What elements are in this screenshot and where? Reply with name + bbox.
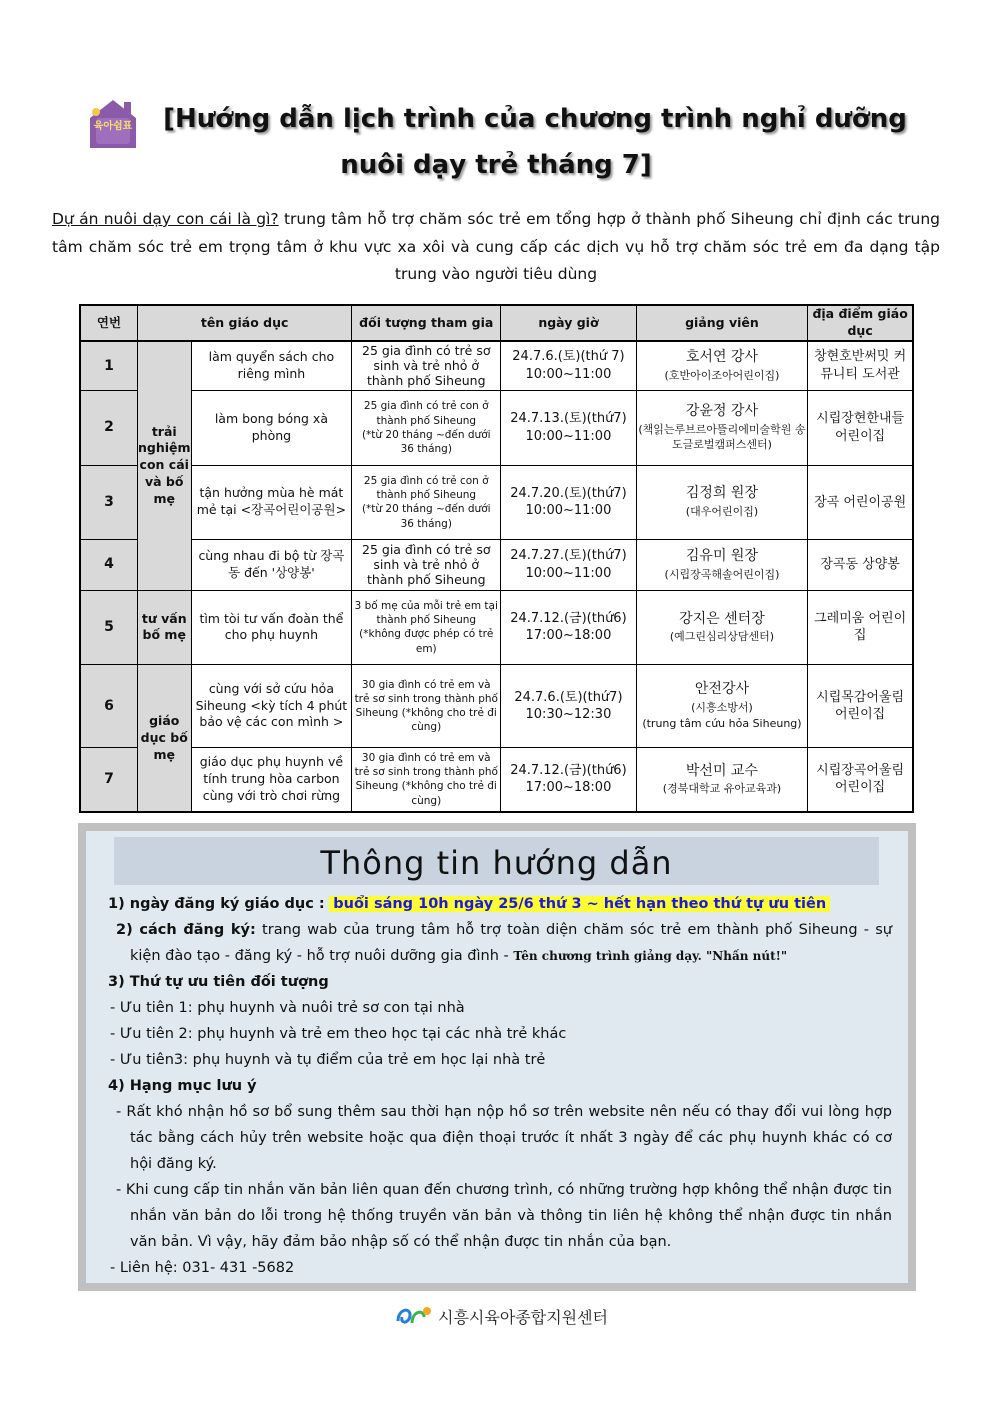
category-education: giáo dục bố mẹ [137, 665, 191, 812]
date-time [501, 590, 636, 665]
instructor [636, 465, 808, 540]
target-group: 25 gia đình có trẻ sơ sinh và trẻ nhỏ ở thành phố Siheung [352, 540, 501, 590]
target-group: 25 gia đình có trẻ sơ sinh và trẻ nhỏ ở thành phố Siheung [352, 341, 501, 390]
course-name: làm quyển sách cho riêng mình [191, 341, 352, 390]
instructor-name: 박선미 교수 [685, 762, 758, 779]
date-time [501, 747, 636, 812]
target-group [352, 465, 501, 540]
target-group [352, 390, 501, 465]
table-row [80, 665, 913, 748]
table-row [80, 390, 913, 465]
date: 24.7.6.(토)(thứ7) [514, 689, 623, 705]
item2-tail: Tên chương trình giảng dạy. "Nhấn nút!" [513, 949, 788, 963]
info-item-4-label: 4) Hạng mục lưu ý [108, 1078, 257, 1094]
instructor-name: 김정희 원장 [685, 485, 758, 502]
instructor [636, 540, 808, 590]
time: 10:00~11:00 [525, 565, 612, 581]
instructor-affiliation: (대우어린이집) [685, 505, 759, 519]
target-text: 25 gia đình có trẻ con ở thành phố Siheung [363, 475, 489, 502]
target-group: 30 gia đình có trẻ em và trẻ sơ sinh trong thành phố Siheung (*không cho trẻ đi cùng) [352, 747, 501, 812]
col-header-date: ngày giờ [501, 305, 636, 341]
place: 시립목감어울림 어린이집 [808, 665, 913, 748]
row-number: 2 [80, 390, 137, 465]
table-row [80, 341, 913, 390]
instructor [636, 590, 808, 665]
info-item-1 [108, 891, 892, 917]
date-time [501, 465, 636, 540]
place: 시립장곡어울림 어린이집 [808, 747, 913, 812]
item1-highlight: buổi sáng 10h ngày 25/6 thứ 3 ~ hết hạn theo thứ tự ưu tiên [329, 896, 830, 912]
place: 창현호반써밋 커뮤니티 도서관 [808, 341, 913, 390]
date: 24.7.13.(토)(thứ7) [510, 411, 627, 427]
note-item: - Khi cung cấp tin nhắn văn bản liên quan đến chương trình, có những trường hợp không thể nhận được tin nhắn văn bản do lỗi trong hệ thống truyền văn bản và thông tin liên hệ không thể nhận được tin nhắn văn bản. Vì vậy, hãy đảm bảo nhập số có thể nhận được tin nhắn của bạn. [116, 1182, 892, 1250]
priority-item: - Ưu tiên 2: phụ huynh và trẻ em theo học tại các nhà trẻ khác [110, 1026, 567, 1042]
table-row [80, 465, 913, 540]
title-line-1: [Hướng dẫn lịch trình của chương trình nghỉ dưỡng [163, 104, 907, 134]
date: 24.7.6.(토)(thứ 7) [512, 349, 625, 365]
intro-text: trung tâm hỗ trợ chăm sóc trẻ em tổng hợp ở thành phố Siheung chỉ định các trung tâm chăm sóc trẻ em trọng tâm ở khu vực xa xôi và cung cấp các dịch vụ hỗ trợ chăm sóc trẻ em đa dạng tập trung vào người tiêu dùng [52, 210, 940, 283]
instructor-name: 강지은 센터장 [679, 610, 765, 627]
target-text: 25 gia đình có trẻ con ở thành phố Siheung [363, 400, 489, 427]
info-item-2 [108, 917, 892, 969]
item1-label: 1) ngày đăng ký giáo dục : [108, 896, 325, 912]
table-header-row [80, 305, 913, 341]
category-counsel: tư vấn bố mẹ [137, 590, 191, 665]
intro-question: Dự án nuôi dạy con cái là gì? [52, 210, 279, 228]
instructor-name: 김유미 원장 [685, 548, 758, 564]
date-time [501, 540, 636, 590]
col-header-course: tên giáo dục [137, 305, 351, 341]
col-header-instructor: giảng viên [636, 305, 808, 341]
date: 24.7.12.(금)(thứ6) [510, 762, 627, 778]
target-note: (*từ 20 tháng ~đến dưới 36 tháng) [361, 503, 491, 530]
col-header-target: đối tượng tham gia [352, 305, 501, 341]
time: 17:00~18:00 [525, 628, 612, 644]
row-number: 5 [80, 590, 137, 665]
row-number: 3 [80, 465, 137, 540]
instructor [636, 747, 808, 812]
item2-text: trang wab của trung tâm hỗ trợ toàn diện chăm sóc trẻ em thành phố Siheung - sự kiện đào tạo - đăng ký - hỗ trợ nuôi dưỡng gia đình - [130, 922, 892, 964]
place: 장곡 어린이공원 [808, 465, 913, 540]
instructor-affiliation: (호반아이조아어린이집) [664, 368, 780, 382]
category-experience: trải nghiệm con cái và bố mẹ [137, 341, 191, 590]
instructor [636, 665, 808, 748]
instructor-name: 강윤정 강사 [685, 403, 758, 420]
contact-item: - Liên hệ: 031- 431 -5682 [110, 1260, 295, 1276]
instructor-affiliation: (시흥소방서) [691, 700, 753, 714]
info-panel [86, 831, 908, 1283]
course-name: làm bong bóng xà phòng [191, 390, 352, 465]
place: 그레미움 어린이집 [808, 590, 913, 665]
time: 10:00~11:00 [525, 428, 612, 444]
col-header-number: 연번 [80, 305, 137, 341]
date-time [501, 341, 636, 390]
course-name: cùng nhau đi bộ từ 장곡동 đến '상양봉' [191, 540, 352, 590]
course-name: tìm tòi tư vấn đoàn thể cho phụ huynh [191, 590, 352, 665]
logo-text: 육아쉼표 [93, 121, 133, 132]
instructor [636, 341, 808, 390]
row-number: 4 [80, 540, 137, 590]
target-note: (*từ 20 tháng ~đến dưới 36 tháng) [361, 428, 491, 455]
page-title [60, 96, 932, 188]
info-item-3-label: 3) Thứ tự ưu tiên đối tượng [108, 974, 329, 990]
item2-label: 2) cách đăng ký: [116, 922, 256, 938]
target-text: 3 bố mẹ của mỗi trẻ em tại thành phố Siheung [354, 600, 498, 627]
center-name: 시흥시육아종합지원센터 [438, 1307, 609, 1327]
instructor-affiliation: (시립장곡해솔어린이집) [664, 567, 780, 581]
row-number: 1 [80, 341, 137, 390]
row-number: 6 [80, 665, 137, 748]
instructor-name: 호서연 강사 [685, 349, 758, 366]
course-name: cùng với sở cứu hỏa Siheung <kỳ tích 4 phút bảo vệ các con mình > [191, 665, 352, 748]
instructor-affiliation: (예그린심리상담센터) [669, 630, 775, 644]
info-title: Thông tin hướng dẫn [114, 837, 879, 885]
date-time [501, 665, 636, 748]
date: 24.7.20.(토)(thứ7) [510, 485, 627, 501]
schedule-table [79, 304, 914, 813]
title-line-2: nuôi dạy trẻ tháng 7] [340, 150, 652, 180]
target-note: (*không được phép có trẻ em) [359, 628, 494, 655]
table-row [80, 590, 913, 665]
target-group: 30 gia đình có trẻ em và trẻ sơ sinh trong thành phố Siheung (*không cho trẻ đi cùng) [352, 665, 501, 748]
priority-item: - Ưu tiên 1: phụ huynh và nuôi trẻ sơ con tại nhà [110, 1000, 465, 1016]
row-number: 7 [80, 747, 137, 812]
place: 장곡동 상양봉 [808, 540, 913, 590]
priority-item: - Ưu tiên3: phụ huynh và tụ điểm của trẻ em học lại nhà trẻ [110, 1052, 546, 1068]
instructor-affiliation: (경북대학교 유아교육과) [662, 782, 782, 796]
instructor-affiliation: (책읽는루브르아뜰리에미술학원 송도글로벌캠퍼스센터) [638, 423, 806, 452]
table-row [80, 747, 913, 812]
instructor-name: 안전강사 [694, 680, 749, 697]
date-time [501, 390, 636, 465]
time: 10:00~11:00 [525, 503, 612, 519]
footer [394, 1302, 608, 1330]
note-item: - Rất khó nhận hồ sơ bổ sung thêm sau thời hạn nộp hồ sơ trên website nên nếu có thay đổi vui lòng hợp tác bằng cách hủy trên website hoặc qua điện thoại trước ít nhất 3 ngày để các phụ huynh khác có cơ hội đăng ký. [116, 1104, 892, 1172]
date: 24.7.12.(금)(thứ6) [510, 610, 627, 626]
instructor [636, 390, 808, 465]
center-logo-icon [394, 1303, 434, 1329]
instructor-affiliation-vi: (trung tâm cứu hỏa Siheung) [642, 717, 802, 731]
info-body [108, 891, 892, 1281]
time: 10:30~12:30 [525, 707, 612, 723]
table-row [80, 540, 913, 590]
target-group [352, 590, 501, 665]
date: 24.7.27.(토)(thứ7) [510, 548, 627, 564]
col-header-place: địa điểm giáo dục [808, 305, 913, 341]
course-name: giáo dục phụ huynh về tính trung hòa carbon cùng với trò chơi rừng [191, 747, 352, 812]
place: 시립장현한내들 어린이집 [808, 390, 913, 465]
info-box [78, 823, 916, 1291]
time: 17:00~18:00 [525, 780, 612, 796]
intro-paragraph [52, 206, 940, 289]
time: 10:00~11:00 [525, 366, 612, 382]
course-name: tận hưởng mùa hè mát mẻ tại <장곡어린이공원> [191, 465, 352, 540]
